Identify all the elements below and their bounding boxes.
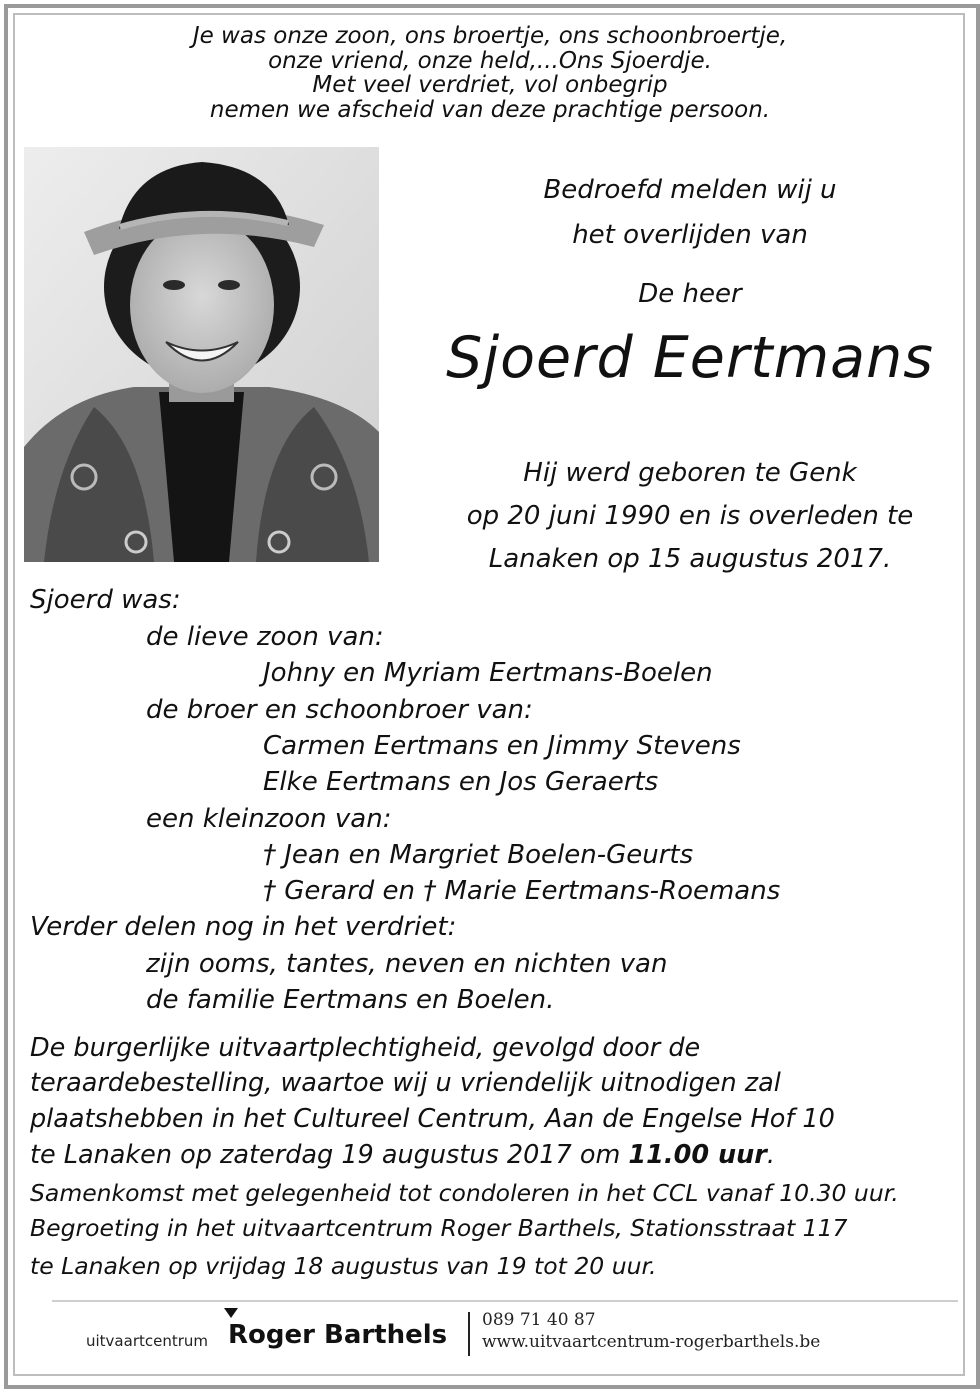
announce-line: het overlijden van [572, 220, 808, 250]
visitation-line: Begroeting in het uitvaartcentrum Roger Barthels, Stationsstraat 117 [30, 1214, 848, 1242]
announce-title: De heer [638, 279, 742, 309]
logo-separator [468, 1312, 470, 1356]
family-names: † Jean en Margriet Boelen-Geurts [263, 840, 694, 870]
logo-phone: 089 71 40 87 [482, 1310, 596, 1330]
intro-line: Met veel verdriet, vol onbegrip [312, 72, 668, 98]
announce-line: Bedroefd melden wij u [543, 175, 837, 205]
family-heading: Sjoerd was: [30, 585, 181, 615]
footer-divider [52, 1300, 958, 1302]
intro-line: onze vriend, onze held,...Ons Sjoerdje. [268, 47, 712, 74]
family-names: de familie Eertmans en Boelen. [146, 985, 555, 1015]
triangle-icon [224, 1308, 238, 1318]
ceremony-line: plaatshebben in het Cultureel Centrum, Aan de Engelse Hof 10 [30, 1104, 835, 1134]
family-heading: Verder delen nog in het verdriet: [30, 912, 457, 942]
family-relation: de lieve zoon van: [146, 622, 384, 652]
ceremony-time: 11.00 uur [628, 1140, 767, 1170]
family-names: Carmen Eertmans en Jimmy Stevens [263, 731, 741, 761]
intro-line: nemen we afscheid van deze prachtige persoon. [209, 96, 771, 123]
logo-brand: Roger Barthels [228, 1320, 448, 1350]
portrait-illustration [24, 147, 379, 562]
condolence-line: Samenkomst met gelegenheid tot condoleren in het CCL vanaf 10.30 uur. [30, 1179, 899, 1207]
ceremony-line: De burgerlijke uitvaartplechtigheid, gevolgd door de [30, 1033, 701, 1063]
family-names: † Gerard en † Marie Eertmans-Roemans [263, 876, 781, 906]
logo-website: www.uitvaartcentrum-rogerbarthels.be [482, 1332, 821, 1352]
ceremony-line [30, 1140, 960, 1170]
deceased-name: Sjoerd Eertmans [446, 325, 934, 391]
intro-verse [40, 24, 940, 122]
intro-line: Je was onze zoon, ons broertje, ons schoonbroertje, [192, 23, 788, 49]
birth-line: Hij werd geboren te Genk [523, 458, 857, 488]
birth-line: op 20 juni 1990 en is overleden te [466, 501, 914, 531]
birth-line: Lanaken op 15 augustus 2017. [488, 544, 892, 574]
portrait-photo [24, 147, 379, 562]
family-relation: een kleinzoon van: [146, 804, 392, 834]
ceremony-text: te Lanaken op zaterdag 19 augustus 2017 om [30, 1140, 629, 1170]
funeral-home-logo [86, 1308, 886, 1368]
visitation-line: te Lanaken op vrijdag 18 augustus van 19 tot 20 uur. [30, 1252, 657, 1280]
logo-prefix: uitvaartcentrum [86, 1332, 209, 1350]
family-relation: de broer en schoonbroer van: [146, 695, 533, 725]
ceremony-line: teraardebestelling, waartoe wij u vriendelijk uitnodigen zal [30, 1068, 781, 1098]
ceremony-text: . [766, 1140, 775, 1170]
family-names: zijn ooms, tantes, neven en nichten van [146, 949, 668, 979]
family-names: Elke Eertmans en Jos Geraerts [263, 767, 659, 797]
family-names: Johny en Myriam Eertmans-Boelen [263, 658, 713, 688]
